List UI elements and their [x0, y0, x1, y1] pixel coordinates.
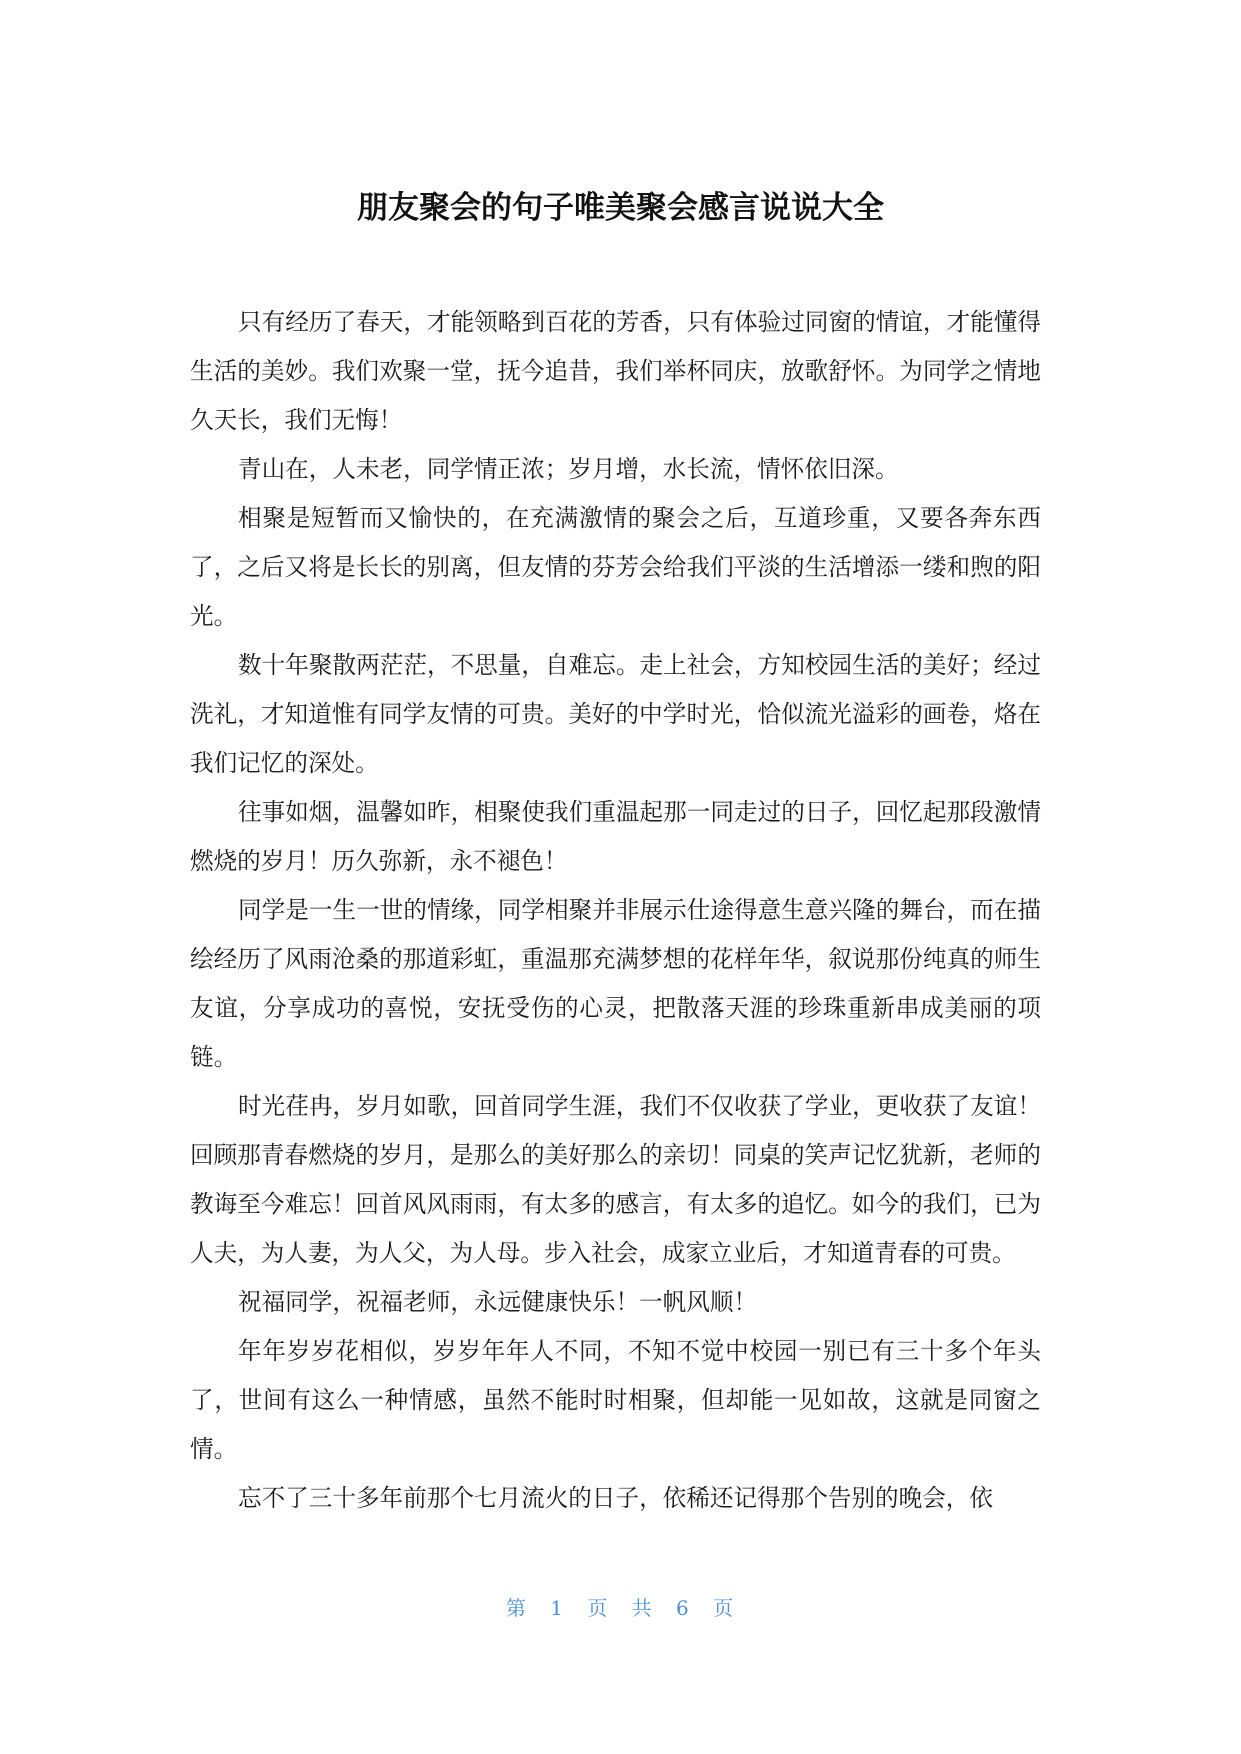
paragraph: 时光荏冉，岁月如歌，回首同学生涯，我们不仅收获了学业，更收获了友谊！回顾那青春燃烧的岁月，是那么的美好那么的亲切！同桌的笑声记忆犹新，老师的教诲至今难忘！回首风风雨雨，有太多的感言，有太多的追忆。如今的我们，已为人夫，为人妻，为人父，为人母。步入社会，成家立业后，才知道青春的可贵。	[190, 1092, 1041, 1267]
page-number-footer	[0, 1594, 1241, 1622]
footer-total-pages: 6	[676, 1596, 691, 1620]
paragraph: 忘不了三十多年前那个七月流火的日子，依稀还记得那个告别的晚会，依	[238, 1484, 993, 1512]
paragraph: 祝福同学，祝福老师，永远健康快乐！一帆风顺！	[238, 1288, 758, 1316]
paragraph: 同学是一生一世的情缘，同学相聚并非展示仕途得意生意兴隆的舞台，而在描绘经历了风雨沧桑的那道彩虹，重温那充满梦想的花样年华，叙说那份纯真的师生友谊，分享成功的喜悦，安抚受伤的心灵，把散落天涯的珍珠重新串成美丽的项链。	[190, 896, 1041, 1071]
paragraph: 相聚是短暂而又愉快的，在充满激情的聚会之后，互道珍重，又要各奔东西了，之后又将是长长的别离，但友情的芬芳会给我们平淡的生活增添一缕和煦的阳光。	[190, 504, 1041, 630]
footer-suffix: 页	[713, 1596, 736, 1620]
document-title: 朋友聚会的句子唯美聚会感言说说大全	[357, 190, 884, 226]
paragraph: 青山在，人未老，同学情正浓；岁月增，水长流，情怀依旧深。	[238, 455, 899, 483]
paragraph: 年年岁岁花相似，岁岁年年人不同，不知不觉中校园一别已有三十多个年头了，世间有这么一种情感，虽然不能时时相聚，但却能一见如故，这就是同窗之情。	[190, 1337, 1041, 1463]
footer-middle: 页 共	[587, 1596, 654, 1620]
paragraph: 数十年聚散两茫茫，不思量，自难忘。走上社会，方知校园生活的美好；经过洗礼，才知道惟有同学友情的可贵。美好的中学时光，恰似流光溢彩的画卷，烙在我们记忆的深处。	[190, 651, 1041, 777]
paragraph: 往事如烟，温馨如昨，相聚使我们重温起那一同走过的日子，回忆起那段激情燃烧的岁月！历久弥新，永不褪色！	[190, 798, 1041, 875]
document-body	[190, 298, 1041, 1523]
paragraph: 只有经历了春天，才能领略到百花的芳香，只有体验过同窗的情谊，才能懂得生活的美妙。我们欢聚一堂，抚今追昔，我们举杯同庆，放歌舒怀。为同学之情地久天长，我们无悔！	[190, 308, 1041, 434]
footer-current-page: 1	[550, 1596, 565, 1620]
footer-prefix: 第	[505, 1596, 528, 1620]
